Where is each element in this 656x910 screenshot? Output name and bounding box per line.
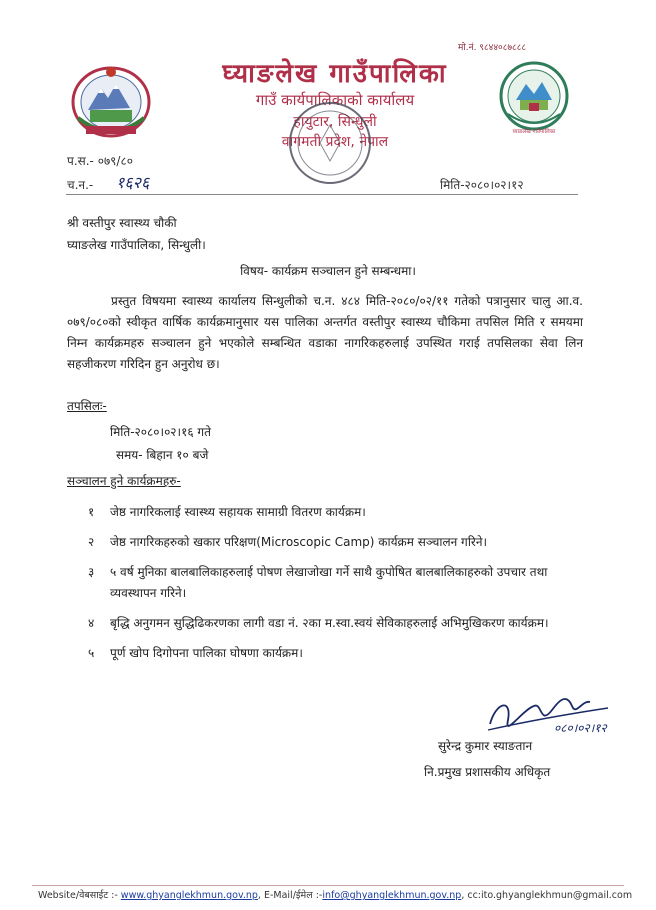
- programs-list: [88, 502, 588, 673]
- address-line-2: वागमती प्रदेश, नेपाल: [281, 134, 389, 150]
- details-time: समय- बिहान १० बजे: [116, 448, 209, 462]
- details-date: मिति-२०८०।०२।१६ गते: [110, 425, 211, 439]
- body-paragraph-text: प्रस्तुत विषयमा स्वास्थ्य कार्यालय सिन्धुलीको च.न. ४८४ मिति-२०८०/०२/११ गतेको पत्रानुसार चालु आ.व. ०७९/०८०को स्वीकृत वार्षिक कार्यक्रमानुसार यस पालिका अन्तर्गत वस्तीपुर स्वास्थ्य चौकिमा तपसिल मिति र समयमा निम्न कार्यक्रमहरु सञ्चालन हुने भएकोले सम्बन्धित वडाका नागरिकहरुलाई उपस्थित गराई तपसिलका सेवा लिन सहजीकरण गरिदिन हुन अनुरोध छ।: [67, 294, 583, 371]
- office-name: गाउँ कार्यपालिकाको कार्यालय: [255, 91, 415, 109]
- footer-contact: [38, 888, 638, 901]
- list-item-text: जेष्ठ नागरिकलाई स्वास्थ्य सहायक सामाग्री वितरण कार्यक्रम।: [110, 505, 366, 519]
- programs-heading: सञ्चालन हुने कार्यक्रमहरु-: [67, 474, 181, 488]
- footer-email-label: , E-Mail/ईमेल :-: [257, 890, 323, 901]
- signature-date: ०८०।०२।१२: [554, 721, 607, 735]
- org-name: घ्याङलेख गाउँपालिका: [222, 59, 448, 89]
- list-item-number: ५: [88, 646, 95, 660]
- mobile-number: मो.नं. ९८४४०८७८८८: [458, 43, 527, 53]
- list-item-number: २: [88, 535, 95, 549]
- list-item: [88, 532, 588, 553]
- recipient-line-2: घ्याङलेख गाउँपालिका, सिन्धुली।: [67, 238, 206, 252]
- list-item-number: १: [88, 505, 95, 519]
- dispatch-number-label: च.न.-: [67, 178, 94, 192]
- list-item-number: ४: [88, 616, 95, 630]
- list-item: [88, 502, 588, 523]
- list-item-text: ५ वर्ष मुनिका बालबालिकाहरुलाई पोषण लेखाजोखा गर्ने साथै कुपोषित बालबालिकाहरुको उपचार तथा व्यवस्थापन गरिने।: [110, 565, 548, 600]
- list-item-text: पूर्ण खोप दिगोपना पालिका घोषणा कार्यक्रम।: [110, 646, 303, 660]
- address-line-1: हायुटार, सिन्धुली: [293, 114, 377, 130]
- nepal-emblem-logo: [68, 58, 154, 140]
- letter-date: मिति-२०८०।०२।१२: [440, 178, 524, 192]
- recipient-line-1: श्री वस्तीपुर स्वास्थ्य चौकी: [67, 216, 177, 230]
- details-heading: तपसिलः-: [67, 399, 107, 413]
- email-link[interactable]: info@ghyanglekhmun.gov.np: [322, 890, 462, 901]
- right-logo-caption: घ्याङलेख गाउँपालिका: [512, 129, 556, 135]
- signatory-title: नि.प्रमुख प्रशासकीय अधिकृत: [424, 765, 551, 779]
- footer-website-label: Website/वेबसाईट :-: [38, 890, 118, 901]
- subject-line: विषय- कार्यक्रम सञ्चालन हुने सम्बन्धमा।: [240, 264, 416, 278]
- list-item: [88, 562, 588, 604]
- signatory-name: सुरेन्द्र कुमार स्याङतान: [438, 739, 533, 753]
- list-item-text: बृद्धि अनुगमन सुद्धिढिकरणका लागी वडा नं. २का म.स्वा.स्वयं सेविकाहरुलाई अभिमुखिकरण कार्यक्रम।: [110, 616, 549, 630]
- list-item-number: ३: [88, 565, 95, 579]
- municipality-logo: [496, 60, 572, 136]
- list-item: [88, 643, 588, 664]
- body-paragraph: [67, 291, 583, 375]
- letter-number: प.स.- ०७९/८०: [67, 154, 133, 168]
- handwritten-signature: [482, 680, 614, 744]
- website-link[interactable]: www.ghyanglekhmun.gov.np: [120, 890, 258, 901]
- dispatch-number-handwritten: १६२६: [116, 173, 150, 192]
- footer-divider: [32, 885, 624, 886]
- header-divider: [66, 194, 578, 195]
- office-stamp: [282, 95, 378, 191]
- list-item-text: जेष्ठ नागरिकहरुको खकार परिक्षण(Microscopic Camp) कार्यक्रम सञ्चालन गरिने।: [110, 535, 488, 549]
- footer-cc: , cc:ito.ghyanglekhmun@gmail.com: [461, 890, 633, 901]
- list-item: [88, 613, 588, 634]
